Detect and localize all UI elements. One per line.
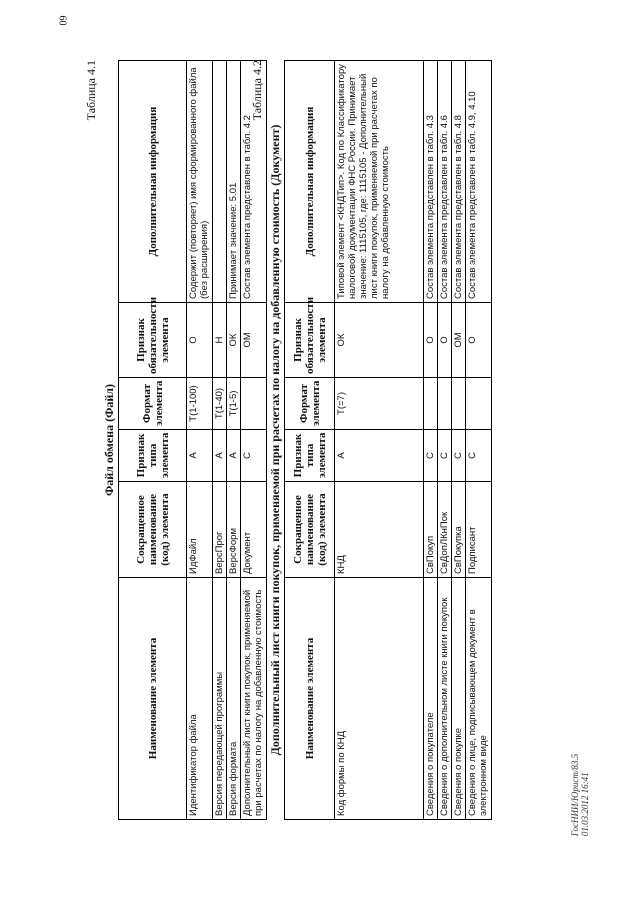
table-cell: Сведения о покупке [452, 578, 466, 820]
table-cell: Принимает значение: 5.01 [227, 61, 241, 303]
table-cell: Содержит (повторяет) имя сформированного файла (без расширения) [187, 61, 213, 303]
table2-header-row [285, 61, 335, 820]
table-cell: ВерсПрог [213, 482, 227, 578]
table-cell: Типовой элемент <КНДТип>. Код по Классификатору налоговой документации ФНС России. Принимает значение: 1115105, где: 1115105 - Дополнительный лист книги покупок, применяемой при расчетах по налогу на добавленную стоимость [335, 61, 424, 303]
table-cell: Состав элемента представлен в табл. 4.9, 4.10 [466, 61, 492, 303]
table-cell: А [187, 430, 213, 482]
table-cell: ИдФайл [187, 482, 213, 578]
table-cell: СвПокуп [424, 482, 438, 578]
table-cell: О [424, 303, 438, 378]
table1-header: Сокращенное наименование (код) элемента [119, 482, 187, 578]
table1-title: Файл обмена (Файл) [102, 383, 116, 497]
table1-header: Дополнительная информация [119, 61, 187, 303]
table1-header: Признак обязательности элемента [119, 303, 187, 378]
table-cell: ОМ [452, 303, 466, 378]
table2 [284, 60, 492, 820]
table-cell: Состав элемента представлен в табл. 4.6 [438, 61, 452, 303]
table-cell: Версия передающей программы [213, 578, 227, 820]
table-cell: Дополнительный лист книги покупок, применяемой при расчетах по налогу на добавленную стоимость [241, 578, 267, 820]
table-cell: А [335, 430, 424, 482]
table-row [213, 61, 227, 820]
table1-label: Таблица 4.1 [84, 60, 98, 121]
table-cell: С [452, 430, 466, 482]
table-cell: Т(1-40) [213, 378, 227, 430]
table1-header: Формат элемента [119, 378, 187, 430]
table2-title: Дополнительный лист книги покупок, применяемой при расчетах по налогу на добавленную стоимость (Документ) [268, 124, 282, 756]
table-cell [452, 378, 466, 430]
table2-header: Признак обязательности элемента [285, 303, 335, 378]
stamp-line-1: ГосНИИ/Юрист/83.5 [570, 753, 580, 837]
table-cell: А [213, 430, 227, 482]
table-cell: Т(1-100) [187, 378, 213, 430]
table-cell: КНД [335, 482, 424, 578]
table2-header: Формат элемента [285, 378, 335, 430]
table-cell: Сведения о покупателе [424, 578, 438, 820]
table-cell: ВерсФорм [227, 482, 241, 578]
table-cell [213, 61, 227, 303]
table-cell: ОК [335, 303, 424, 378]
table2-header: Дополнительная информация [285, 61, 335, 303]
table-row [438, 61, 452, 820]
table-cell: Документ [241, 482, 267, 578]
table-row [227, 61, 241, 820]
table-cell: Состав элемента представлен в табл. 4.8 [452, 61, 466, 303]
table-row [187, 61, 213, 820]
table-cell: Код формы по КНД [335, 578, 424, 820]
table1-header: Признак типа элемента [119, 430, 187, 482]
table-cell [438, 378, 452, 430]
table-cell: ОМ [241, 303, 267, 378]
table1-header-row [119, 61, 187, 820]
table-cell: С [466, 430, 492, 482]
table-cell: Идентификатор файла [187, 578, 213, 820]
table-cell: Версия формата [227, 578, 241, 820]
table-cell [466, 378, 492, 430]
table-cell: С [424, 430, 438, 482]
table-row [335, 61, 424, 820]
table-cell: СвПокупка [452, 482, 466, 578]
table2-label: Таблица 4.2 [250, 60, 264, 121]
table1-header: Наименование элемента [119, 578, 187, 820]
page-number: 60 [56, 15, 68, 25]
table2-header: Сокращенное наименование (код) элемента [285, 482, 335, 578]
table-cell: О [466, 303, 492, 378]
table-cell: Подписант [466, 482, 492, 578]
table-cell: О [438, 303, 452, 378]
table-cell: Состав элемента представлен в табл. 4.2 [241, 61, 267, 303]
table-cell: О [187, 303, 213, 378]
table-cell: Сведения о лице, подписывающем документ в электронном виде [466, 578, 492, 820]
table-cell: С [438, 430, 452, 482]
table-row [424, 61, 438, 820]
table-cell [424, 378, 438, 430]
table-cell: СвДопЛКнПок [438, 482, 452, 578]
table-cell: С [241, 430, 267, 482]
table1 [118, 60, 267, 820]
table-cell: Н [213, 303, 227, 378]
table-cell: А [227, 430, 241, 482]
table2-header: Наименование элемента [285, 578, 335, 820]
table-cell: Т(=7) [335, 378, 424, 430]
table-row [452, 61, 466, 820]
table2-header: Признак типа элемента [285, 430, 335, 482]
table-row [466, 61, 492, 820]
table-cell [241, 378, 267, 430]
stamp-line-2: 01.03.2012 16:41 [580, 772, 590, 837]
table-cell: Т(1-5) [227, 378, 241, 430]
table-cell: ОК [227, 303, 241, 378]
table-cell: Состав элемента представлен в табл. 4.3 [424, 61, 438, 303]
table-cell: Сведения о дополнительном листе книги покупок [438, 578, 452, 820]
